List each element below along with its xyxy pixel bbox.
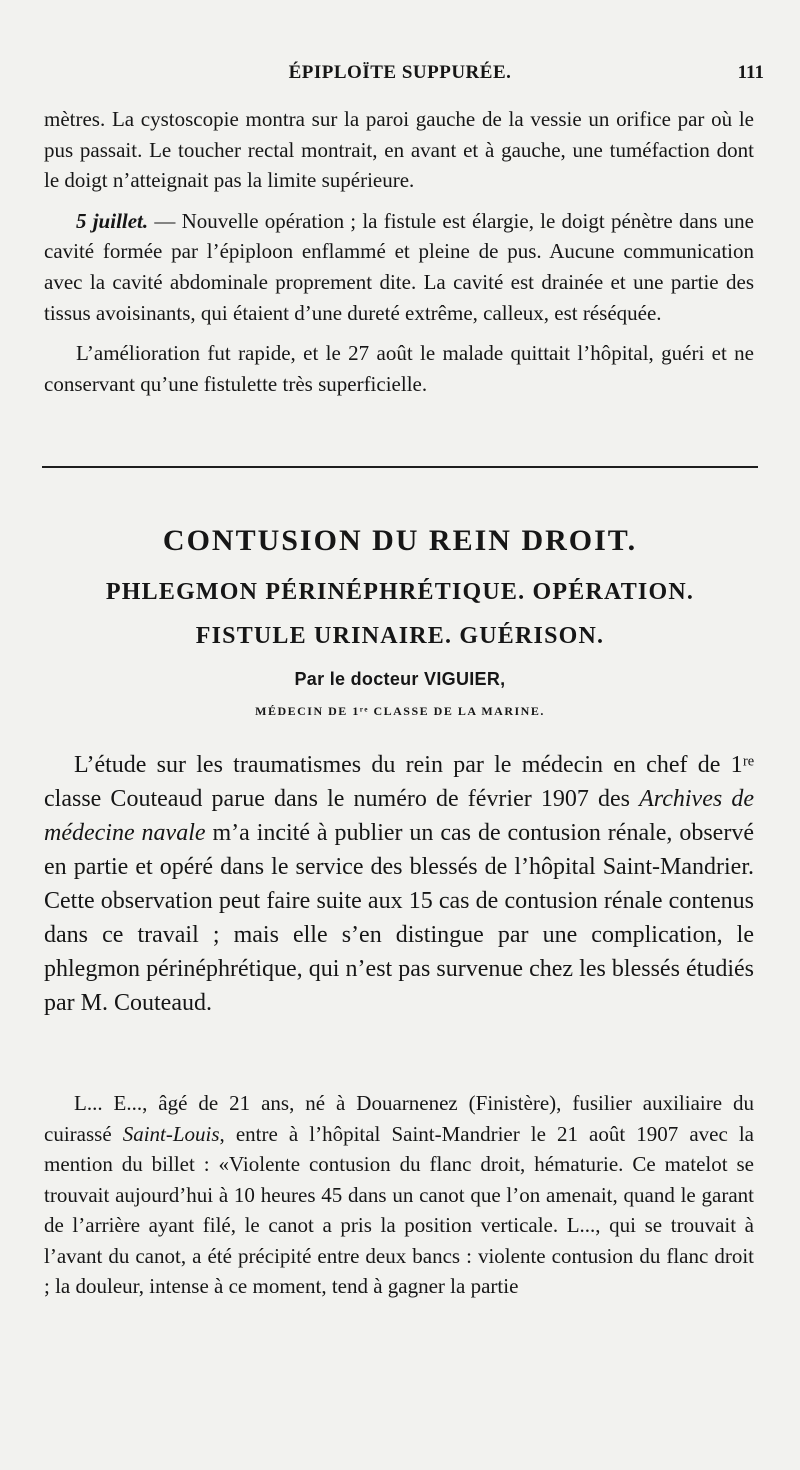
paragraph-cystoscopy: mètres. La cystoscopie montra sur la paroi gauche de la vessie un orifice par où le pus passait. Le toucher rectal montrait, en avant et à gauche, une tuméfaction dont le doigt n’atteignait pas la limite supérieure. [44, 107, 754, 193]
case-text-part-1: L... E..., âgé de 21 ans, né à Douarnenez (Finistère), fusilier auxiliaire du cuirassé [44, 1091, 754, 1146]
article-subtitle-line-2: FISTULE URINAIRE. GUÉRISON. [195, 623, 605, 649]
ship-name: Saint-Louis [122, 1121, 220, 1146]
operation-text: — Nouvelle opération ; la fistule est élargie, le doigt pénètre dans une cavité formée par l’épiploon enflammé et pleine de pus. Aucune communication avec la cavité abdominale proprement dite. La cavité est drainée et une partie des tissus avoisinants, qui étaient d’une dureté extrême, calleux, est réséquée. [44, 208, 754, 325]
previous-article-ending [44, 104, 754, 399]
author-prefix: Par le docteur [294, 669, 425, 689]
article-introduction [44, 748, 754, 1020]
intro-text-part-1: L’étude sur les traumatismes du rein par le médecin en chef de 1ʳᵉ classe Couteaud parue dans le numéro de février 1907 des [44, 752, 754, 812]
intro-paragraph [44, 748, 754, 1020]
author-byline [0, 669, 800, 690]
paragraph-recovery: L’amélioration fut rapide, et le 27 août le malade quittait l’hôpital, guéri et ne conservant qu’une fistulette très superficielle. [44, 341, 754, 396]
page-number: 111 [737, 62, 764, 83]
case-paragraph [44, 1088, 754, 1302]
running-header [0, 58, 800, 92]
author-rank: MÉDECIN DE 1ʳᵉ CLASSE DE LA MARINE. [255, 704, 545, 718]
case-text-part-2: , entre à l’hôpital Saint-Mandrier le 21 août 1907 avec la mention du billet : «Violente contusion du flanc droit, hématurie. Ce matelot se trouvait aujourd’hui à 10 heures 45 dans un canot que l’on amenait, quand le garant de l’arrière ayant filé, le canot a pris la position verticale. L..., qui se trouvait à l’avant du canot, a été précipité entre deux bancs : violente contusion du flanc droit ; la douleur, intense à ce moment, tend à gagner la partie [44, 1121, 754, 1298]
intro-text-part-2: m’a incité à publier un cas de contusion rénale, observé en partie et opéré dans le service des blessés de l’hôpital Saint-Mandrier. Cette observation peut faire suite aux 15 cas de contusion rénale contenus dans ce travail ; mais elle s’en distingue par une complication, le phlegmon périnéphrétique, qui n’est pas survenue chez les blessés étudiés par M. Couteaud. [44, 820, 754, 1016]
author-suffix: , [500, 669, 506, 689]
journal-name: Archives de médecine navale [44, 786, 754, 846]
article-heading [0, 524, 800, 719]
case-report [44, 1088, 754, 1302]
article-title: CONTUSION DU REIN DROIT. [162, 524, 638, 557]
date-label: 5 juillet. [76, 208, 149, 233]
author-name: VIGUIER [424, 669, 501, 689]
paragraph-operation [44, 206, 754, 328]
article-subtitle-line-1: PHLEGMON PÉRINÉPHRÉTIQUE. OPÉRATION. [105, 579, 695, 605]
section-divider [42, 466, 758, 468]
running-title: ÉPIPLOÏTE SUPPURÉE. [288, 62, 512, 83]
